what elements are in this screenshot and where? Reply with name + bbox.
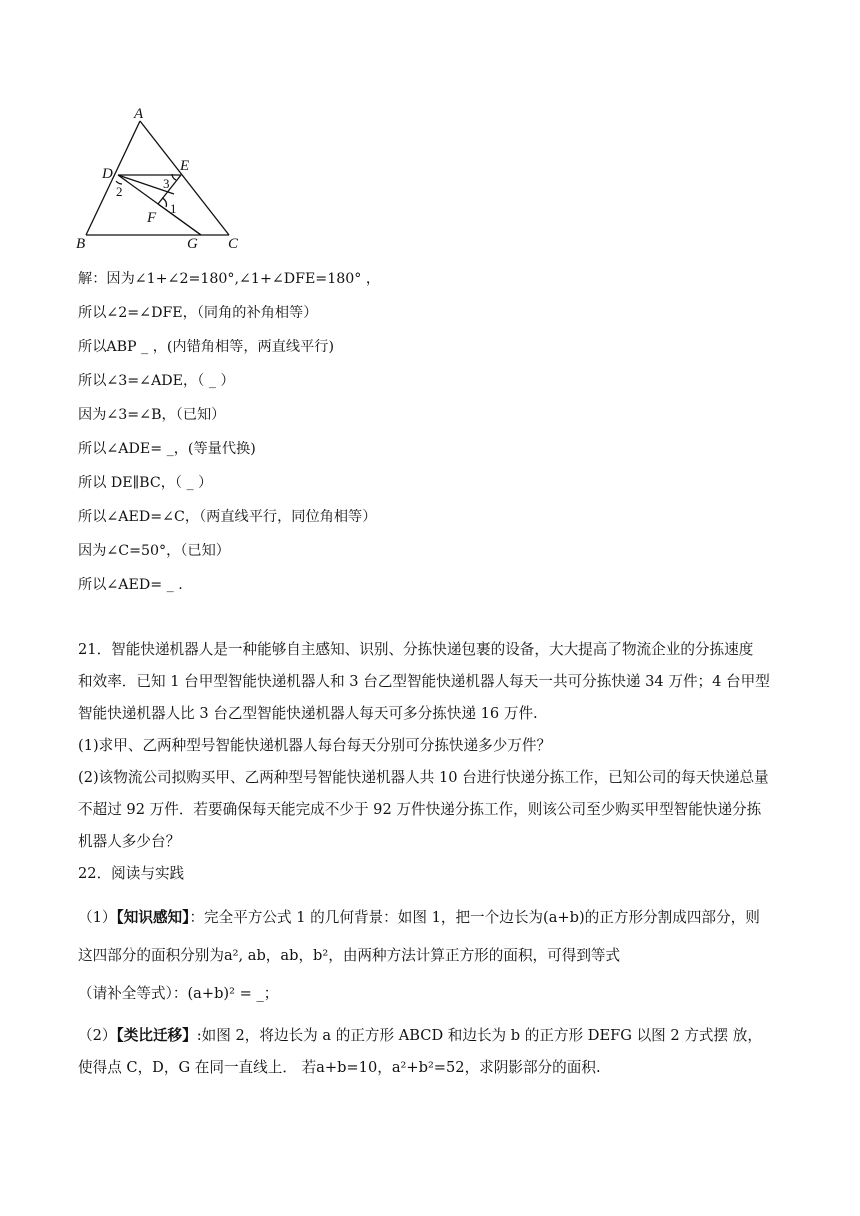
label-d: D bbox=[102, 166, 113, 182]
q22-p1-prefix: （1） bbox=[78, 909, 117, 926]
label-angle-2: 2 bbox=[116, 184, 123, 199]
question-21 bbox=[78, 634, 784, 858]
q22-p2-prefix: （2） bbox=[78, 1027, 117, 1044]
label-e: E bbox=[180, 158, 190, 174]
solution-line-8: 所以∠AED=∠C，（两直线平行，同位角相等） bbox=[78, 509, 377, 525]
q21-line-7: 机器人多少台？ bbox=[78, 833, 181, 850]
label-a: A bbox=[134, 106, 144, 122]
q22-part-2 bbox=[78, 1020, 784, 1052]
solution-line-5: 因为∠3=∠B，（已知） bbox=[78, 407, 226, 423]
q22-p2-text: :如图 2，将边长为 a 的正方形 ABCD 和边长为 b 的正方形 DEFG 以图 2 方式摆 放， bbox=[196, 1027, 762, 1044]
label-angle-1: 1 bbox=[170, 201, 177, 216]
q22-p2-heading: 【类比迁移】 bbox=[116, 1027, 197, 1044]
solution-line-10: 所以∠AED= _ . bbox=[78, 577, 183, 593]
solution-line-7: 所以 DE∥BC，（ _ ） bbox=[78, 475, 213, 491]
q21-part-1: (1)求甲、乙两种型号智能快递机器人每台每天分别可分拣快递多少万件？ bbox=[78, 737, 552, 754]
solution-line-3: 所以ABP _ ，(内错角相等，两直线平行) bbox=[78, 339, 335, 355]
q21-line-3: 智能快递机器人比 3 台乙型智能快递机器人每天可多分拣快递 16 万件. bbox=[78, 705, 538, 722]
solution-line-1: 解：因为∠1+∠2=180°,∠1+∠DFE=180° ， bbox=[78, 271, 381, 287]
q21-line-2: 和效率．已知 1 台甲型智能快递机器人和 3 台乙型智能快递机器人每天一共可分拣快递 34 万件；4 台甲型 bbox=[78, 673, 770, 690]
q22-p1-line-3: （请补全等式）：(a+b)² = _； bbox=[78, 985, 279, 1002]
angle-arc-1 bbox=[162, 198, 166, 207]
solution-line-2: 所以∠2=∠DFE，（同角的补角相等） bbox=[78, 305, 318, 321]
question-22 bbox=[78, 858, 784, 1084]
label-c: C bbox=[228, 236, 239, 252]
q22-p2-line-2: 使得点 C，D，G 在同一直线上． 若a+b=10，a²+b²=52，求阴影部分的面积. bbox=[78, 1059, 601, 1076]
q22-p1-line-2: 这四部分的面积分别为a², ab，ab，b²，由两种方法计算正方形的面积，可得到等式 bbox=[78, 947, 621, 964]
q22-title: 22．阅读与实践 bbox=[78, 865, 185, 882]
label-f: F bbox=[147, 210, 157, 226]
label-angle-3: 3 bbox=[163, 176, 170, 191]
segment-eg-2 bbox=[158, 204, 201, 235]
label-b: B bbox=[76, 236, 86, 252]
q21-line-6: 不超过 92 万件．若要确保每天能完成不少于 92 万件快递分拣工作，则该公司至少购买甲型智能快递分拣 bbox=[78, 801, 762, 818]
solution-line-9: 因为∠C=50°，（已知） bbox=[78, 543, 230, 559]
triangle-figure bbox=[72, 104, 262, 254]
q21-line-1: 21．智能快递机器人是一种能够自主感知、识别、分拣快递包裹的设备，大大提高了物流企业的分拣速度 bbox=[78, 641, 754, 658]
label-g: G bbox=[187, 236, 198, 252]
solution-line-4: 所以∠3=∠ADE，（ _ ） bbox=[78, 373, 235, 389]
q22-p1-heading: 【知识感知】 bbox=[116, 909, 190, 926]
q22-part-1 bbox=[78, 902, 784, 934]
solution-line-6: 所以∠ADE= _，(等量代换) bbox=[78, 441, 256, 457]
q21-part-2: (2)该物流公司拟购买甲、乙两种型号智能快递机器人共 10 台进行快递分拣工作，已知公司的每天快递总量 bbox=[78, 769, 769, 786]
q22-p1-text: ：完全平方公式 1 的几何背景：如图 1，把一个边长为(a+b)的正方形分割成四部分，则 bbox=[189, 909, 760, 926]
segment-ab bbox=[86, 121, 140, 235]
